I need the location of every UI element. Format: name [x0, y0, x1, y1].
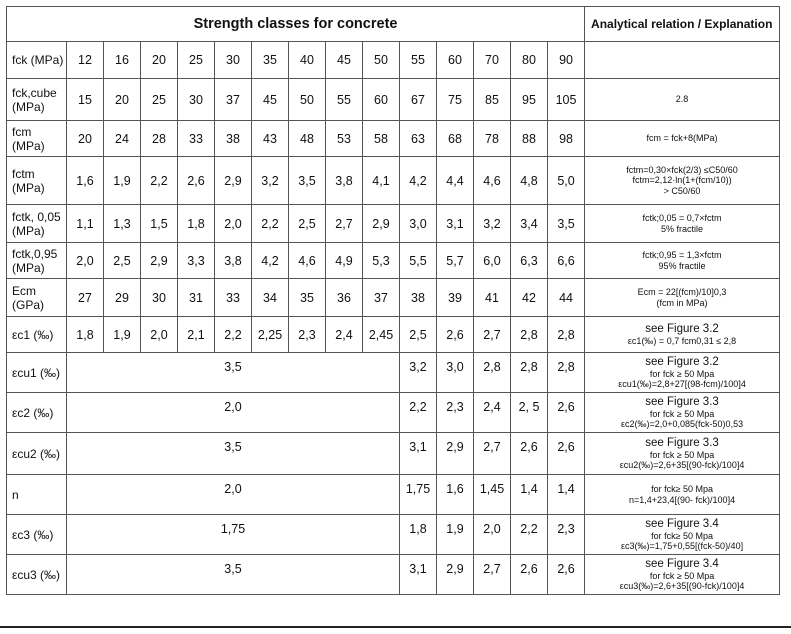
explanation-cell [585, 317, 780, 353]
value-cell: 2,2 [141, 157, 178, 205]
value-cell: 4,9 [326, 243, 363, 279]
value-cell: 31 [178, 279, 215, 317]
value-cell: 6,6 [548, 243, 585, 279]
explanation-cell [585, 433, 780, 475]
explanation-line: see Figure 3.4 [645, 517, 719, 530]
value-cell: 3,0 [437, 353, 474, 393]
explanation-cell [585, 555, 780, 595]
row-label: fctm (MPa) [7, 157, 67, 205]
value-cell: 2,4 [474, 393, 511, 433]
value-cell: 2,8 [548, 353, 585, 393]
value-cell: 4,8 [511, 157, 548, 205]
value-cell: 1,3 [104, 205, 141, 243]
value-cell: 95 [511, 79, 548, 121]
explanation-line: see Figure 3.2 [645, 322, 719, 335]
table-row [7, 393, 780, 433]
value-cell: 1,4 [511, 475, 548, 515]
value-cell: 3,1 [400, 433, 437, 475]
value-cell: 6,0 [474, 243, 511, 279]
explanation-line: 2.8 [675, 94, 689, 105]
explanation-line: εcu2(‰)=2,6+35[(90-fck)/100]4 [619, 460, 745, 470]
value-cell: 48 [289, 121, 326, 157]
value-cell: 28 [141, 121, 178, 157]
value-cell: 60 [437, 42, 474, 79]
value-cell: 1,6 [67, 157, 104, 205]
value-cell: 4,2 [400, 157, 437, 205]
explanation-line: for fck≥ 50 Mpa [651, 530, 714, 541]
row-label: εc1 (‰) [7, 317, 67, 353]
explanation-line: εc1(‰) = 0,7 fcm0,31 ≤ 2,8 [627, 335, 737, 346]
explanation-line: for fck ≥ 50 Mpa [649, 570, 715, 581]
value-cell: 2,5 [289, 205, 326, 243]
table-row [7, 79, 780, 121]
row-label: εcu2 (‰) [7, 433, 67, 475]
value-cell: 40 [289, 42, 326, 79]
value-cell: 2,0 [474, 515, 511, 555]
value-cell: 2,6 [548, 393, 585, 433]
value-cell: 4,1 [363, 157, 400, 205]
value-cell: 4,6 [474, 157, 511, 205]
value-cell: 4,2 [252, 243, 289, 279]
explanation-line: Ecm = 22[(fcm)/10]0,3 [637, 287, 727, 297]
value-cell: 2,0 [141, 317, 178, 353]
value-cell: 85 [474, 79, 511, 121]
explanation-cell [585, 243, 780, 279]
value-cell: 3,2 [252, 157, 289, 205]
value-cell: 68 [437, 121, 474, 157]
row-label: Ecm (GPa) [7, 279, 67, 317]
value-cell: 78 [474, 121, 511, 157]
value-cell: 24 [104, 121, 141, 157]
merged-value-cell: 2,0 [67, 393, 400, 433]
value-cell: 30 [178, 79, 215, 121]
row-label: fcm (MPa) [7, 121, 67, 157]
value-cell: 2,9 [215, 157, 252, 205]
value-cell: 2,4 [326, 317, 363, 353]
value-cell: 3,5 [289, 157, 326, 205]
value-cell: 2, 5 [511, 393, 548, 433]
explanation-line: εcu1(‰)=2,8+27[(98-fcm)/100]4 [618, 379, 746, 389]
value-cell: 3,3 [178, 243, 215, 279]
value-cell: 3,2 [474, 205, 511, 243]
value-cell: 1,8 [400, 515, 437, 555]
row-label: fctk,0,95 (MPa) [7, 243, 67, 279]
value-cell: 2,6 [511, 433, 548, 475]
value-cell: 2,5 [104, 243, 141, 279]
explanation-line: fctk;0,05 = 0,7×fctm [642, 213, 722, 223]
value-cell: 43 [252, 121, 289, 157]
value-cell: 20 [67, 121, 104, 157]
value-cell: 38 [215, 121, 252, 157]
table-row [7, 279, 780, 317]
value-cell: 2,2 [215, 317, 252, 353]
value-cell: 38 [400, 279, 437, 317]
value-cell: 20 [104, 79, 141, 121]
value-cell: 90 [548, 42, 585, 79]
value-cell: 2,9 [141, 243, 178, 279]
value-cell: 1,45 [474, 475, 511, 515]
merged-value-cell: 3,5 [67, 433, 400, 475]
value-cell: 2,7 [326, 205, 363, 243]
value-cell: 1,9 [104, 157, 141, 205]
value-cell: 4,6 [289, 243, 326, 279]
value-cell: 2,9 [437, 555, 474, 595]
value-cell: 12 [67, 42, 104, 79]
value-cell: 63 [400, 121, 437, 157]
value-cell: 2,45 [363, 317, 400, 353]
value-cell: 5,5 [400, 243, 437, 279]
explanation-column-header: Analytical relation / Explanation [585, 7, 780, 42]
value-cell: 80 [511, 42, 548, 79]
value-cell: 16 [104, 42, 141, 79]
row-label: εc3 (‰) [7, 515, 67, 555]
explanation-line: for fck ≥ 50 Mpa [649, 408, 715, 419]
explanation-cell [585, 205, 780, 243]
row-label: εcu1 (‰) [7, 353, 67, 393]
value-cell: 2,2 [511, 515, 548, 555]
table-row [7, 205, 780, 243]
explanation-line: fctm=0,30×fck(2/3) ≤C50/60 [626, 164, 738, 175]
merged-value-cell: 2,0 [67, 475, 400, 515]
value-cell: 41 [474, 279, 511, 317]
value-cell: 2,8 [548, 317, 585, 353]
value-cell: 2,3 [548, 515, 585, 555]
explanation-cell [585, 393, 780, 433]
value-cell: 30 [215, 42, 252, 79]
value-cell: 2,3 [289, 317, 326, 353]
value-cell: 3,8 [326, 157, 363, 205]
value-cell: 2,6 [437, 317, 474, 353]
value-cell: 15 [67, 79, 104, 121]
value-cell: 53 [326, 121, 363, 157]
value-cell: 36 [326, 279, 363, 317]
explanation-cell [585, 42, 780, 79]
value-cell: 37 [215, 79, 252, 121]
row-label: fck (MPa) [7, 42, 67, 79]
value-cell: 60 [363, 79, 400, 121]
value-cell: 3,2 [400, 353, 437, 393]
explanation-line: (fcm in MPa) [656, 297, 708, 308]
value-cell: 70 [474, 42, 511, 79]
merged-value-cell: 1,75 [67, 515, 400, 555]
value-cell: 45 [326, 42, 363, 79]
explanation-line: fctm=2,12·ln(1+(fcm/10)) [632, 175, 732, 186]
value-cell: 1,8 [67, 317, 104, 353]
value-cell: 45 [252, 79, 289, 121]
value-cell: 2,2 [400, 393, 437, 433]
bottom-rule [0, 626, 791, 628]
explanation-line: 5% fractile [661, 223, 704, 234]
table-row [7, 42, 780, 79]
value-cell: 55 [400, 42, 437, 79]
value-cell: 5,3 [363, 243, 400, 279]
explanation-line: εcu3(‰)=2,6+35[(90-fck)/100]4 [619, 581, 745, 591]
table-row [7, 433, 780, 475]
value-cell: 5,0 [548, 157, 585, 205]
explanation-line: fcm = fck+8(MPa) [646, 133, 718, 144]
value-cell: 2,7 [474, 317, 511, 353]
value-cell: 1,6 [437, 475, 474, 515]
value-cell: 1,5 [141, 205, 178, 243]
value-cell: 2,8 [474, 353, 511, 393]
explanation-line: εc2(‰)=2,0+0,085(fck-50)0,53 [621, 419, 744, 429]
explanation-line: see Figure 3.3 [645, 395, 719, 408]
explanation-cell [585, 79, 780, 121]
value-cell: 2,6 [511, 555, 548, 595]
value-cell: 2,5 [400, 317, 437, 353]
table-row [7, 515, 780, 555]
explanation-line: for fck ≥ 50 Mpa [649, 368, 715, 379]
value-cell: 1,75 [400, 475, 437, 515]
table-row [7, 475, 780, 515]
table-row [7, 555, 780, 595]
value-cell: 2,1 [178, 317, 215, 353]
value-cell: 58 [363, 121, 400, 157]
table-header-row [7, 7, 780, 42]
value-cell: 2,6 [178, 157, 215, 205]
row-label: εc2 (‰) [7, 393, 67, 433]
explanation-line: > C50/60 [663, 185, 701, 196]
explanation-cell [585, 353, 780, 393]
value-cell: 98 [548, 121, 585, 157]
explanation-line: fctk;0,95 = 1,3×fctm [642, 250, 722, 260]
value-cell: 3,1 [400, 555, 437, 595]
value-cell: 2,3 [437, 393, 474, 433]
table-row [7, 157, 780, 205]
value-cell: 2,7 [474, 555, 511, 595]
value-cell: 50 [363, 42, 400, 79]
value-cell: 2,6 [548, 433, 585, 475]
value-cell: 2,8 [511, 353, 548, 393]
row-label: fck,cube (MPa) [7, 79, 67, 121]
value-cell: 6,3 [511, 243, 548, 279]
value-cell: 39 [437, 279, 474, 317]
value-cell: 34 [252, 279, 289, 317]
value-cell: 3,4 [511, 205, 548, 243]
value-cell: 2,9 [437, 433, 474, 475]
explanation-line: for fck≥ 50 Mpa [651, 484, 714, 494]
value-cell: 37 [363, 279, 400, 317]
value-cell: 5,7 [437, 243, 474, 279]
explanation-cell [585, 279, 780, 317]
value-cell: 2,0 [67, 243, 104, 279]
value-cell: 1,8 [178, 205, 215, 243]
value-cell: 20 [141, 42, 178, 79]
explanation-line: see Figure 3.4 [645, 557, 719, 570]
value-cell: 30 [141, 279, 178, 317]
explanation-cell [585, 121, 780, 157]
value-cell: 33 [178, 121, 215, 157]
value-cell: 55 [326, 79, 363, 121]
value-cell: 29 [104, 279, 141, 317]
row-label: εcu3 (‰) [7, 555, 67, 595]
value-cell: 67 [400, 79, 437, 121]
value-cell: 3,0 [400, 205, 437, 243]
value-cell: 27 [67, 279, 104, 317]
value-cell: 1,1 [67, 205, 104, 243]
table-row [7, 317, 780, 353]
explanation-line: εc3(‰)=1,75+0,55[(fck-50)/40] [621, 541, 744, 551]
value-cell: 33 [215, 279, 252, 317]
value-cell: 2,25 [252, 317, 289, 353]
value-cell: 25 [141, 79, 178, 121]
value-cell: 2,2 [252, 205, 289, 243]
value-cell: 88 [511, 121, 548, 157]
value-cell: 3,8 [215, 243, 252, 279]
row-label: n [7, 475, 67, 515]
merged-value-cell: 3,5 [67, 353, 400, 393]
value-cell: 44 [548, 279, 585, 317]
table-row [7, 353, 780, 393]
value-cell: 4,4 [437, 157, 474, 205]
value-cell: 1,9 [437, 515, 474, 555]
table-title: Strength classes for concrete [7, 7, 585, 42]
value-cell: 42 [511, 279, 548, 317]
value-cell: 50 [289, 79, 326, 121]
value-cell: 2,6 [548, 555, 585, 595]
explanation-line: 95% fractile [658, 260, 706, 271]
explanation-cell [585, 157, 780, 205]
merged-value-cell: 3,5 [67, 555, 400, 595]
value-cell: 3,5 [548, 205, 585, 243]
explanation-line: n=1,4+23,4[(90- fck)/100]4 [629, 494, 736, 505]
value-cell: 25 [178, 42, 215, 79]
value-cell: 2,9 [363, 205, 400, 243]
value-cell: 35 [252, 42, 289, 79]
concrete-strength-table [6, 6, 780, 595]
value-cell: 3,1 [437, 205, 474, 243]
value-cell: 35 [289, 279, 326, 317]
explanation-cell [585, 475, 780, 515]
explanation-cell [585, 515, 780, 555]
explanation-line: see Figure 3.3 [645, 436, 719, 449]
table-row [7, 243, 780, 279]
explanation-line: see Figure 3.2 [645, 355, 719, 368]
value-cell: 2,7 [474, 433, 511, 475]
value-cell: 75 [437, 79, 474, 121]
explanation-line: for fck ≥ 50 Mpa [649, 449, 715, 460]
value-cell: 2,8 [511, 317, 548, 353]
row-label: fctk, 0,05 (MPa) [7, 205, 67, 243]
value-cell: 1,4 [548, 475, 585, 515]
value-cell: 105 [548, 79, 585, 121]
value-cell: 1,9 [104, 317, 141, 353]
value-cell: 2,0 [215, 205, 252, 243]
table-row [7, 121, 780, 157]
